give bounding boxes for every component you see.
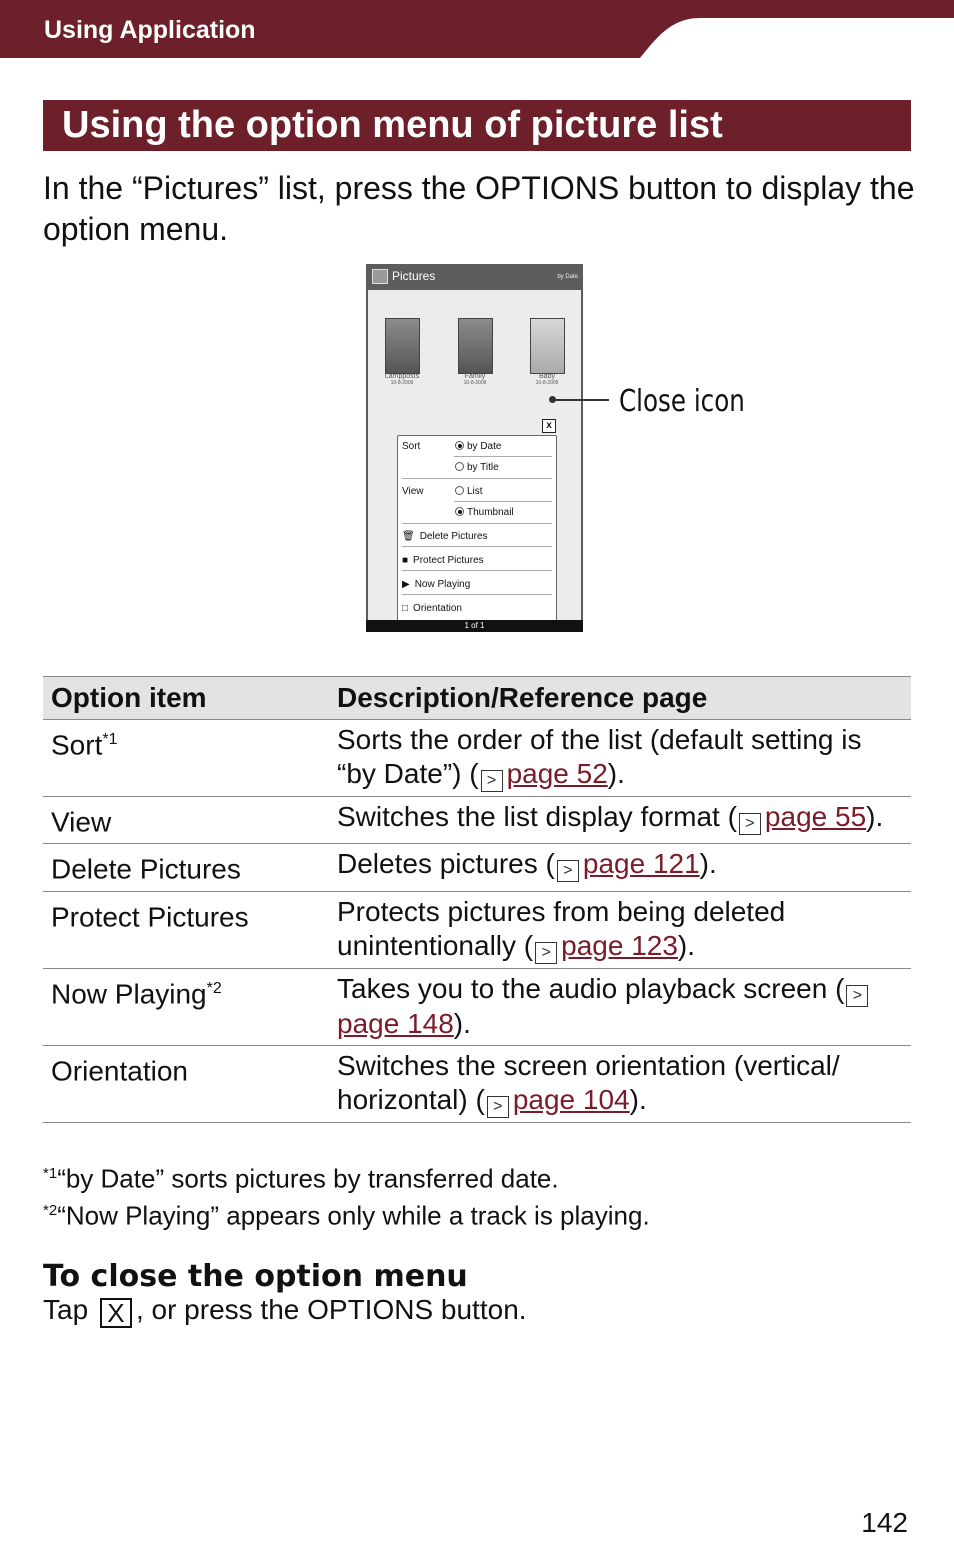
description-cell: Switches the screen orientation (vertical/ horizontal) ( > page 104). <box>329 1045 911 1122</box>
radio-selected-icon <box>455 507 464 516</box>
description-cell: Switches the list display format ( > page 55). <box>329 797 911 844</box>
device-screenshot <box>366 264 583 632</box>
table-header-row <box>43 677 911 720</box>
column-header: Description/Reference page <box>329 677 911 720</box>
menu-sort-label: Sort <box>402 441 421 452</box>
reference-arrow-icon: > <box>487 1096 509 1118</box>
footnote: $^{*1}$“by Date” sorts pictures by transferred date. <box>43 1163 559 1194</box>
orientation-icon: □ <box>402 603 409 614</box>
reference-arrow-icon: > <box>557 860 579 882</box>
lock-icon: ■ <box>402 555 409 566</box>
menu-sort-by-title[interactable]: by Title <box>455 462 499 473</box>
menu-now-playing[interactable]: ▶ Now Playing <box>402 579 471 590</box>
thumbnail-image[interactable] <box>385 318 420 374</box>
page-reference-link[interactable]: page 55 <box>764 801 867 832</box>
footnote: $^{*2}$“Now Playing” appears only while a track is playing. <box>43 1200 650 1231</box>
description-cell: Takes you to the audio playback screen ( >page 148). <box>329 968 911 1045</box>
page-reference-link[interactable]: page 148 <box>337 1007 454 1039</box>
reference-arrow-icon: > <box>846 985 868 1007</box>
close-icon[interactable]: x <box>542 419 556 433</box>
device-list-title: Pictures <box>392 269 436 283</box>
page-title-bar <box>43 100 911 151</box>
device-screen <box>368 290 581 620</box>
description-cell: Sorts the order of the list (default setting is “by Date”) ( > page 52). <box>329 720 911 797</box>
page-reference-link[interactable]: page 52 <box>506 758 608 789</box>
table-row <box>43 797 911 844</box>
description-cell: Protects pictures from being deleted unintentionally ( > page 123). <box>329 891 911 968</box>
close-section-body: Tap X , or press the OPTIONS button. <box>43 1294 527 1328</box>
radio-icon <box>455 462 464 471</box>
page-reference-link[interactable]: page 104 <box>512 1083 630 1115</box>
table-row <box>43 968 911 1045</box>
menu-delete-pictures[interactable]: 🗑 Delete Pictures <box>402 531 488 542</box>
page-reference-link[interactable]: page 121 <box>582 848 700 880</box>
device-status-bar: 1 of 1 <box>366 620 583 632</box>
page-number: 142 <box>861 1507 908 1538</box>
option-item-cell: Orientation <box>43 1045 329 1122</box>
device-sort-indicator: by Date <box>557 274 578 280</box>
reference-arrow-icon: > <box>739 813 761 835</box>
trash-icon: 🗑 <box>402 531 415 542</box>
footnotes <box>43 1158 650 1231</box>
thumbnail-caption: Family 10-8-2009 <box>463 373 487 386</box>
callout-label: Close icon <box>619 384 745 419</box>
page-title: Using the option menu of picture list <box>62 104 723 146</box>
radio-selected-icon <box>455 441 464 450</box>
options-table <box>43 676 911 1123</box>
close-section-title: To close the option menu <box>43 1259 468 1294</box>
option-item-cell: Now Playing$^{*2}$ <box>43 968 329 1045</box>
option-item-cell: Protect Pictures <box>43 891 329 968</box>
table-row <box>43 891 911 968</box>
menu-sort-by-date[interactable]: by Date <box>455 441 501 452</box>
column-header: Option item <box>43 677 329 720</box>
section-label: Using Application <box>44 16 256 44</box>
reference-arrow-icon: > <box>535 942 557 964</box>
back-icon <box>372 269 388 284</box>
close-icon: X <box>100 1298 132 1328</box>
callout-line <box>552 399 609 401</box>
thumbnail-caption: Baby 10-8-2009 <box>535 373 559 386</box>
table-row <box>43 844 911 891</box>
thumbnail-image[interactable] <box>530 318 565 374</box>
option-item-cell: View <box>43 797 329 844</box>
description-cell: Deletes pictures ( > page 121). <box>329 844 911 891</box>
intro-text: In the “Pictures” list, press the OPTIONS button to display the option menu. <box>43 170 915 247</box>
option-item-cell: Delete Pictures <box>43 844 329 891</box>
reference-arrow-icon: > <box>481 770 503 792</box>
menu-view-label: View <box>402 486 424 497</box>
table-row <box>43 1045 911 1122</box>
option-item-cell: Sort$^{*1}$ <box>43 720 329 797</box>
thumbnail-caption: Lampposts 10-8-2009 <box>384 373 420 386</box>
page-reference-link[interactable]: page 123 <box>561 929 678 961</box>
menu-view-list[interactable]: List <box>455 486 483 497</box>
menu-protect-pictures[interactable]: ■ Protect Pictures <box>402 555 484 566</box>
menu-orientation[interactable]: □ Orientation <box>402 603 462 614</box>
option-menu-panel <box>397 435 557 627</box>
play-icon: ▶ <box>402 579 410 590</box>
table-row <box>43 720 911 797</box>
menu-view-thumbnail[interactable]: Thumbnail <box>455 507 514 518</box>
thumbnail-image[interactable] <box>458 318 493 374</box>
radio-icon <box>455 486 464 495</box>
header-bar <box>0 0 954 58</box>
